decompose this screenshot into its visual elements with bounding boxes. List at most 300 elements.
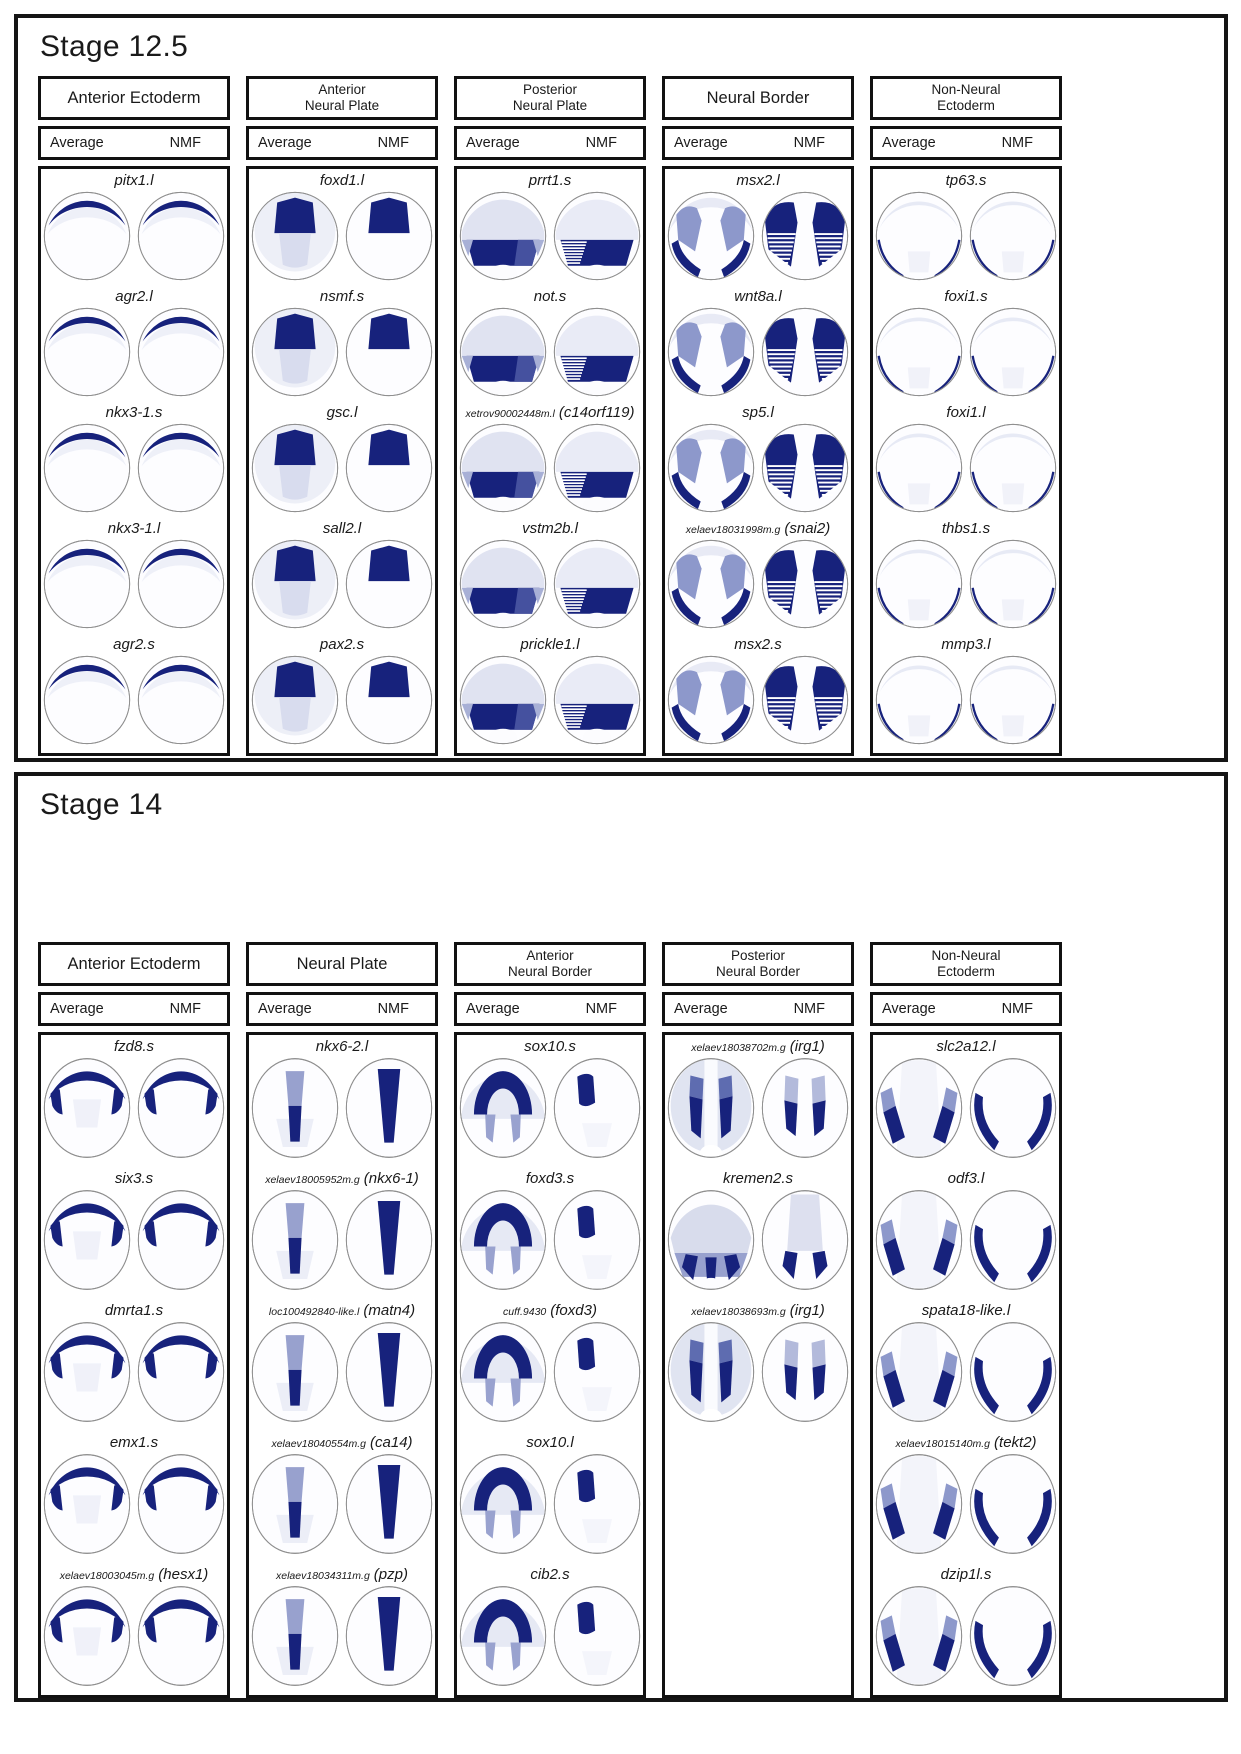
column-header-line: Posterior <box>730 948 786 963</box>
gene-grid <box>38 1032 230 1698</box>
gene-name: msx2.l <box>736 172 780 189</box>
gene-row <box>41 1299 227 1431</box>
gene-label <box>665 633 851 653</box>
embryo-nmf <box>552 1320 642 1424</box>
embryo-pair <box>41 654 227 746</box>
embryo-nmf <box>760 1188 850 1292</box>
gene-name: agr2.s <box>113 636 155 653</box>
average-label: Average <box>882 1001 936 1017</box>
embryo-nmf <box>760 538 850 630</box>
embryo-pair <box>249 306 435 398</box>
gene-label <box>457 169 643 189</box>
gene-label <box>249 401 435 421</box>
embryo-average <box>250 422 340 514</box>
embryo-average <box>458 190 548 282</box>
embryo-pair <box>457 538 643 630</box>
column-header-line: Ectoderm <box>937 98 995 113</box>
gene-row <box>249 401 435 517</box>
gene-row <box>249 633 435 749</box>
gene-row <box>873 1035 1059 1167</box>
gene-name: mmp3.l <box>941 636 991 653</box>
subheader <box>454 992 646 1026</box>
gene-label <box>457 285 643 305</box>
embryo-average <box>250 1056 340 1160</box>
stage-title: Stage 12.5 <box>40 30 189 63</box>
gene-name: (tekt2) <box>994 1434 1037 1451</box>
gene-row <box>665 401 851 517</box>
embryo-pair <box>457 654 643 746</box>
gene-label <box>873 633 1059 653</box>
gene-label <box>249 1299 435 1319</box>
nmf-label: NMF <box>585 135 617 151</box>
column-header-line: Anterior Ectoderm <box>67 88 201 107</box>
gene-row <box>41 285 227 401</box>
gene-row <box>873 633 1059 749</box>
gene-name: nkx6-2.l <box>315 1038 369 1055</box>
subheader <box>38 126 230 160</box>
gene-row <box>873 1563 1059 1695</box>
gene-name: sp5.l <box>742 404 774 421</box>
gene-name: (pzp) <box>373 1566 408 1583</box>
gene-label <box>457 1035 643 1055</box>
gene-label <box>249 169 435 189</box>
embryo-nmf <box>344 1584 434 1688</box>
gene-row <box>249 1299 435 1431</box>
embryo-pair <box>873 422 1059 514</box>
embryo-average <box>874 306 964 398</box>
embryo-pair <box>249 1452 435 1556</box>
gene-label <box>249 1035 435 1055</box>
gene-label <box>41 1299 227 1319</box>
gene-name: nsmf.s <box>319 288 365 305</box>
gene-name: (foxd3) <box>550 1302 597 1319</box>
average-label: Average <box>466 1001 520 1017</box>
gene-row <box>457 633 643 749</box>
embryo-average <box>458 538 548 630</box>
embryo-nmf <box>136 422 226 514</box>
embryo-nmf <box>968 1584 1058 1688</box>
gene-label <box>41 1563 227 1583</box>
embryo-nmf <box>552 306 642 398</box>
embryo-average <box>458 1584 548 1688</box>
embryo-nmf <box>552 1452 642 1556</box>
embryo-average <box>666 190 756 282</box>
gene-row <box>873 1431 1059 1563</box>
column-header <box>454 942 646 986</box>
gene-row <box>873 401 1059 517</box>
stage-14-columns <box>18 942 1224 1698</box>
gene-name: slc2a12.l <box>936 1038 996 1055</box>
embryo-average <box>666 1188 756 1292</box>
embryo-nmf <box>968 1188 1058 1292</box>
nmf-label: NMF <box>1001 135 1033 151</box>
gene-label <box>457 1563 643 1583</box>
embryo-average <box>874 538 964 630</box>
stage-title: Stage 14 <box>40 788 163 821</box>
column-anterior-ectoderm <box>38 76 230 756</box>
embryo-pair <box>41 1188 227 1292</box>
gene-name: (ca14) <box>370 1434 413 1451</box>
gene-label <box>873 1299 1059 1319</box>
gene-id: xelaev18038702m.g <box>691 1042 786 1054</box>
embryo-average <box>42 1188 132 1292</box>
column-header <box>38 942 230 986</box>
embryo-pair <box>41 190 227 282</box>
gene-row <box>249 169 435 285</box>
stage-12-5-panel <box>14 14 1228 762</box>
gene-name: fzd8.s <box>113 1038 155 1055</box>
gene-row <box>249 1563 435 1695</box>
column-header-line: Anterior <box>526 948 574 963</box>
stage-14-panel <box>14 772 1228 1702</box>
gene-name: prrt1.s <box>528 172 572 189</box>
average-label: Average <box>50 1001 104 1017</box>
embryo-nmf <box>968 306 1058 398</box>
embryo-average <box>250 190 340 282</box>
embryo-pair <box>249 538 435 630</box>
gene-grid <box>662 1032 854 1698</box>
embryo-pair <box>665 654 851 746</box>
gene-name: spata18-like.l <box>921 1302 1011 1319</box>
embryo-average <box>42 1584 132 1688</box>
gene-label <box>457 401 643 421</box>
embryo-nmf <box>552 1188 642 1292</box>
embryo-average <box>250 654 340 746</box>
embryo-nmf <box>760 306 850 398</box>
gene-row <box>873 285 1059 401</box>
embryo-pair <box>457 1452 643 1556</box>
gene-id: xelaev18034311m.g <box>276 1570 370 1582</box>
embryo-nmf <box>760 1056 850 1160</box>
gene-label <box>873 1035 1059 1055</box>
column-header-line: Neural Plate <box>296 954 388 973</box>
embryo-average <box>874 1452 964 1556</box>
embryo-nmf <box>136 1188 226 1292</box>
embryo-nmf <box>552 538 642 630</box>
embryo-average <box>874 1188 964 1292</box>
embryo-average <box>42 1452 132 1556</box>
embryo-pair <box>41 1452 227 1556</box>
gene-row <box>249 517 435 633</box>
gene-row <box>41 401 227 517</box>
embryo-nmf <box>344 1452 434 1556</box>
column-anterior-neural-plate <box>246 76 438 756</box>
gene-id: xelaev18015140m.g <box>895 1438 991 1450</box>
subheader <box>870 126 1062 160</box>
gene-row <box>873 517 1059 633</box>
embryo-nmf <box>344 654 434 746</box>
embryo-pair <box>249 654 435 746</box>
gene-grid <box>454 166 646 756</box>
gene-label <box>249 1431 435 1451</box>
subheader <box>662 992 854 1026</box>
gene-row <box>41 1035 227 1167</box>
embryo-nmf <box>968 654 1058 746</box>
gene-name: (matn4) <box>363 1302 416 1319</box>
embryo-average <box>458 1320 548 1424</box>
gene-label <box>457 633 643 653</box>
embryo-pair <box>873 1188 1059 1292</box>
gene-name: vstm2b.l <box>522 520 578 537</box>
column-non-neural-ectoderm <box>870 76 1062 756</box>
gene-name: nkx3-1.s <box>105 404 163 421</box>
embryo-average <box>666 538 756 630</box>
gene-name: gsc.l <box>326 404 358 421</box>
gene-label <box>873 1431 1059 1451</box>
embryo-pair <box>457 422 643 514</box>
column-anterior-neural-border <box>454 942 646 1698</box>
embryo-average <box>42 1056 132 1160</box>
column-header <box>454 76 646 120</box>
embryo-average <box>458 1056 548 1160</box>
column-non-neural-ectoderm <box>870 942 1062 1698</box>
embryo-pair <box>873 190 1059 282</box>
nmf-label: NMF <box>169 1001 201 1017</box>
gene-row <box>873 1299 1059 1431</box>
column-header <box>662 76 854 120</box>
embryo-pair <box>665 306 851 398</box>
gene-grid <box>246 1032 438 1698</box>
gene-label <box>41 169 227 189</box>
gene-name: (hesx1) <box>158 1566 209 1583</box>
gene-row <box>41 517 227 633</box>
embryo-pair <box>873 306 1059 398</box>
embryo-average <box>458 422 548 514</box>
column-neural-border <box>662 76 854 756</box>
column-header <box>662 942 854 986</box>
column-header-line: Neural Border <box>507 964 593 979</box>
embryo-pair <box>457 1188 643 1292</box>
embryo-nmf <box>968 1452 1058 1556</box>
gene-label <box>665 1299 851 1319</box>
gene-row <box>873 169 1059 285</box>
gene-name: foxi1.l <box>946 404 986 421</box>
embryo-average <box>42 538 132 630</box>
embryo-nmf <box>968 1320 1058 1424</box>
gene-row <box>665 1035 851 1167</box>
column-header-line: Neural Plate <box>512 98 588 113</box>
embryo-pair <box>41 1056 227 1160</box>
embryo-pair <box>41 538 227 630</box>
embryo-pair <box>457 306 643 398</box>
embryo-pair <box>249 1056 435 1160</box>
gene-name: dmrta1.s <box>104 1302 164 1319</box>
gene-row <box>665 285 851 401</box>
embryo-pair <box>41 1320 227 1424</box>
column-header-line: Non-Neural <box>931 82 1001 97</box>
embryo-nmf <box>344 1188 434 1292</box>
gene-label <box>665 1167 851 1187</box>
nmf-label: NMF <box>793 135 825 151</box>
gene-name: agr2.l <box>115 288 153 305</box>
column-header <box>246 942 438 986</box>
embryo-average <box>874 654 964 746</box>
gene-label <box>873 517 1059 537</box>
gene-label <box>41 1035 227 1055</box>
gene-id: xelaev18031998m.g <box>685 524 781 536</box>
embryo-average <box>250 1320 340 1424</box>
nmf-label: NMF <box>793 1001 825 1017</box>
gene-row <box>457 285 643 401</box>
gene-name: wnt8a.l <box>734 288 782 305</box>
embryo-nmf <box>344 1056 434 1160</box>
embryo-average <box>250 1584 340 1688</box>
gene-label <box>41 1167 227 1187</box>
embryo-pair <box>457 1320 643 1424</box>
embryo-nmf <box>136 306 226 398</box>
embryo-average <box>666 1320 756 1424</box>
gene-label <box>665 401 851 421</box>
column-header-line: Anterior Ectoderm <box>67 954 201 973</box>
embryo-nmf <box>552 654 642 746</box>
nmf-label: NMF <box>1001 1001 1033 1017</box>
gene-name: (snai2) <box>784 520 831 537</box>
embryo-average <box>42 1320 132 1424</box>
gene-label <box>665 517 851 537</box>
embryo-pair <box>665 538 851 630</box>
gene-name: nkx3-1.l <box>107 520 161 537</box>
embryo-average <box>458 654 548 746</box>
gene-id: xelaev18038693m.g <box>691 1306 786 1318</box>
embryo-nmf <box>968 422 1058 514</box>
gene-label <box>457 517 643 537</box>
embryo-average <box>250 306 340 398</box>
subheader <box>246 992 438 1026</box>
embryo-pair <box>873 1320 1059 1424</box>
column-header-line: Neural Border <box>706 88 810 107</box>
gene-row <box>457 1035 643 1167</box>
gene-name: sox10.s <box>524 1038 576 1055</box>
gene-name: emx1.s <box>109 1434 159 1451</box>
gene-row <box>41 1167 227 1299</box>
embryo-nmf <box>136 538 226 630</box>
embryo-pair <box>457 1056 643 1160</box>
gene-row <box>457 1167 643 1299</box>
embryo-average <box>458 306 548 398</box>
embryo-nmf <box>968 538 1058 630</box>
gene-id: loc100492840-like.l <box>268 1306 360 1318</box>
gene-name: pax2.s <box>319 636 365 653</box>
gene-label <box>873 401 1059 421</box>
average-label: Average <box>674 135 728 151</box>
embryo-average <box>874 422 964 514</box>
gene-id: cuff.9430 <box>503 1306 547 1318</box>
gene-row <box>457 1563 643 1695</box>
gene-label <box>665 169 851 189</box>
gene-row <box>41 169 227 285</box>
gene-row <box>457 1299 643 1431</box>
embryo-nmf <box>344 1320 434 1424</box>
embryo-nmf <box>136 1584 226 1688</box>
embryo-nmf <box>136 654 226 746</box>
embryo-nmf <box>760 1320 850 1424</box>
gene-row <box>41 633 227 749</box>
embryo-average <box>42 422 132 514</box>
gene-label <box>665 285 851 305</box>
embryo-nmf <box>344 306 434 398</box>
embryo-nmf <box>552 422 642 514</box>
gene-name: foxd1.l <box>319 172 365 189</box>
embryo-average <box>666 306 756 398</box>
gene-name: dzip1l.s <box>940 1566 992 1583</box>
gene-name: prickle1.l <box>520 636 580 653</box>
subheader <box>662 126 854 160</box>
gene-name: sall2.l <box>322 520 362 537</box>
embryo-pair <box>873 654 1059 746</box>
gene-grid <box>246 166 438 756</box>
embryo-average <box>874 1056 964 1160</box>
gene-row <box>457 517 643 633</box>
gene-label <box>249 1167 435 1187</box>
subheader <box>870 992 1062 1026</box>
gene-grid <box>454 1032 646 1698</box>
column-header-line: Neural Border <box>715 964 801 979</box>
embryo-nmf <box>552 1584 642 1688</box>
gene-label <box>249 633 435 653</box>
embryo-average <box>250 538 340 630</box>
embryo-pair <box>873 1584 1059 1688</box>
embryo-average <box>42 190 132 282</box>
embryo-pair <box>665 422 851 514</box>
embryo-nmf <box>344 538 434 630</box>
gene-name: pitx1.l <box>114 172 154 189</box>
embryo-average <box>874 1320 964 1424</box>
gene-name: kremen2.s <box>722 1170 794 1187</box>
gene-name: odf3.l <box>947 1170 985 1187</box>
gene-grid <box>662 166 854 756</box>
embryo-pair <box>457 190 643 282</box>
embryo-nmf <box>968 190 1058 282</box>
gene-name: six3.s <box>114 1170 154 1187</box>
average-label: Average <box>50 135 104 151</box>
embryo-pair <box>665 1188 851 1292</box>
gene-name: thbs1.s <box>941 520 991 537</box>
gene-label <box>41 285 227 305</box>
column-neural-plate <box>246 942 438 1698</box>
gene-row <box>249 1431 435 1563</box>
embryo-pair <box>249 422 435 514</box>
embryo-average <box>250 1452 340 1556</box>
gene-name: (irg1) <box>789 1302 825 1319</box>
column-header-line: Ectoderm <box>937 964 995 979</box>
embryo-nmf <box>136 1056 226 1160</box>
gene-row <box>41 1563 227 1695</box>
embryo-average <box>42 306 132 398</box>
embryo-pair <box>41 1584 227 1688</box>
embryo-nmf <box>552 1056 642 1160</box>
average-label: Average <box>258 135 312 151</box>
gene-name: not.s <box>533 288 567 305</box>
gene-id: xelaev18003045m.g <box>59 1570 155 1582</box>
embryo-nmf <box>760 422 850 514</box>
gene-label <box>873 1167 1059 1187</box>
nmf-label: NMF <box>377 1001 409 1017</box>
embryo-pair <box>873 1452 1059 1556</box>
average-label: Average <box>674 1001 728 1017</box>
embryo-average <box>666 654 756 746</box>
gene-row <box>457 169 643 285</box>
gene-row <box>41 1431 227 1563</box>
average-label: Average <box>258 1001 312 1017</box>
gene-row <box>249 285 435 401</box>
gene-label <box>665 1035 851 1055</box>
gene-row <box>665 169 851 285</box>
gene-name: foxd3.s <box>525 1170 575 1187</box>
embryo-average <box>874 190 964 282</box>
embryo-average <box>458 1452 548 1556</box>
gene-name: cib2.s <box>530 1566 570 1583</box>
gene-row <box>457 401 643 517</box>
